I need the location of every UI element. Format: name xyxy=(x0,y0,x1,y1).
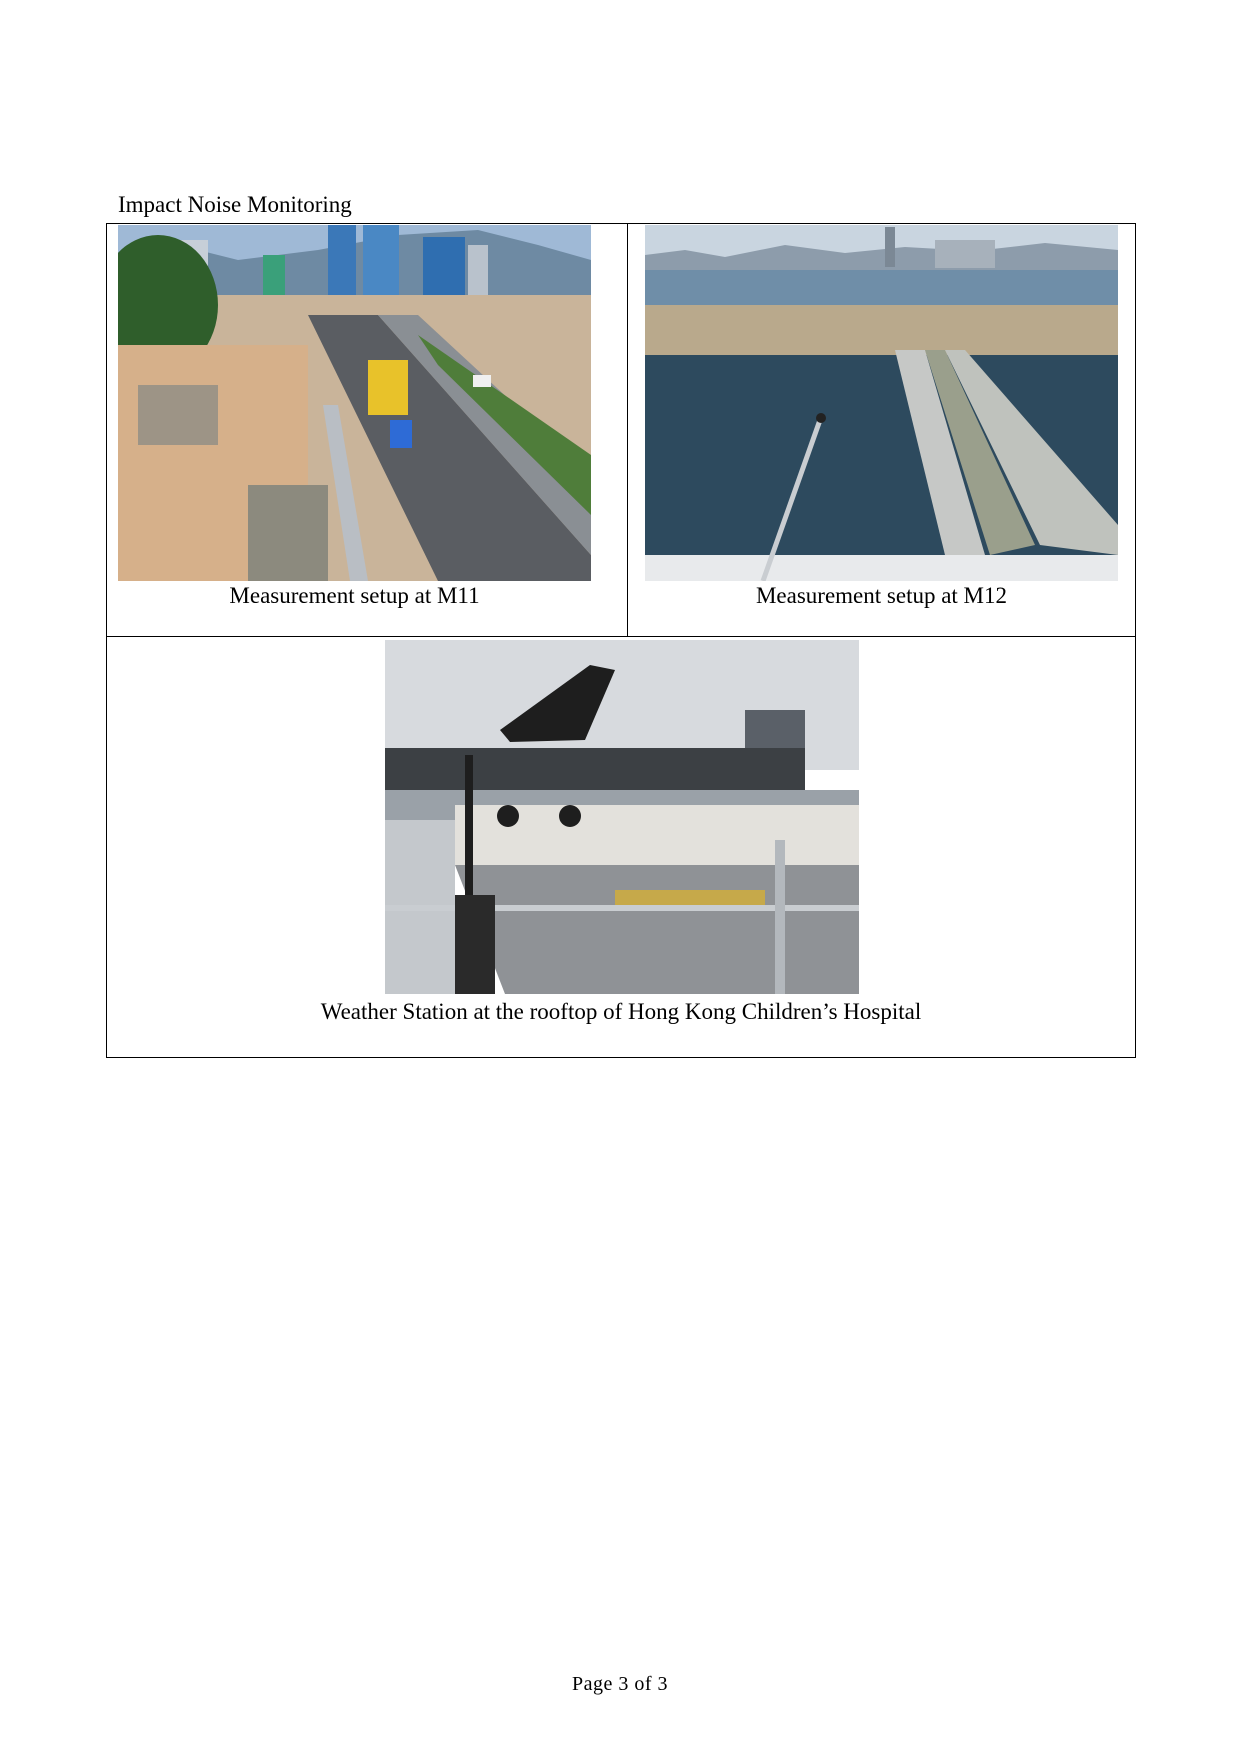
table-row-divider xyxy=(107,636,1135,637)
photo-table xyxy=(106,223,1136,1058)
photo-weather-station-caption: Weather Station at the rooftop of Hong Kong Children’s Hospital xyxy=(320,999,922,1024)
photo-m11 xyxy=(118,225,591,581)
section-heading: Impact Noise Monitoring xyxy=(118,192,352,217)
photo-m12-caption: Measurement setup at M12 xyxy=(755,583,1008,608)
photo-m11-caption: Measurement setup at M11 xyxy=(229,583,480,608)
photo-m12 xyxy=(645,225,1118,581)
photo-weather-station xyxy=(385,640,859,994)
page-number: Page 3 of 3 xyxy=(571,1673,669,1695)
table-column-divider xyxy=(627,224,628,636)
